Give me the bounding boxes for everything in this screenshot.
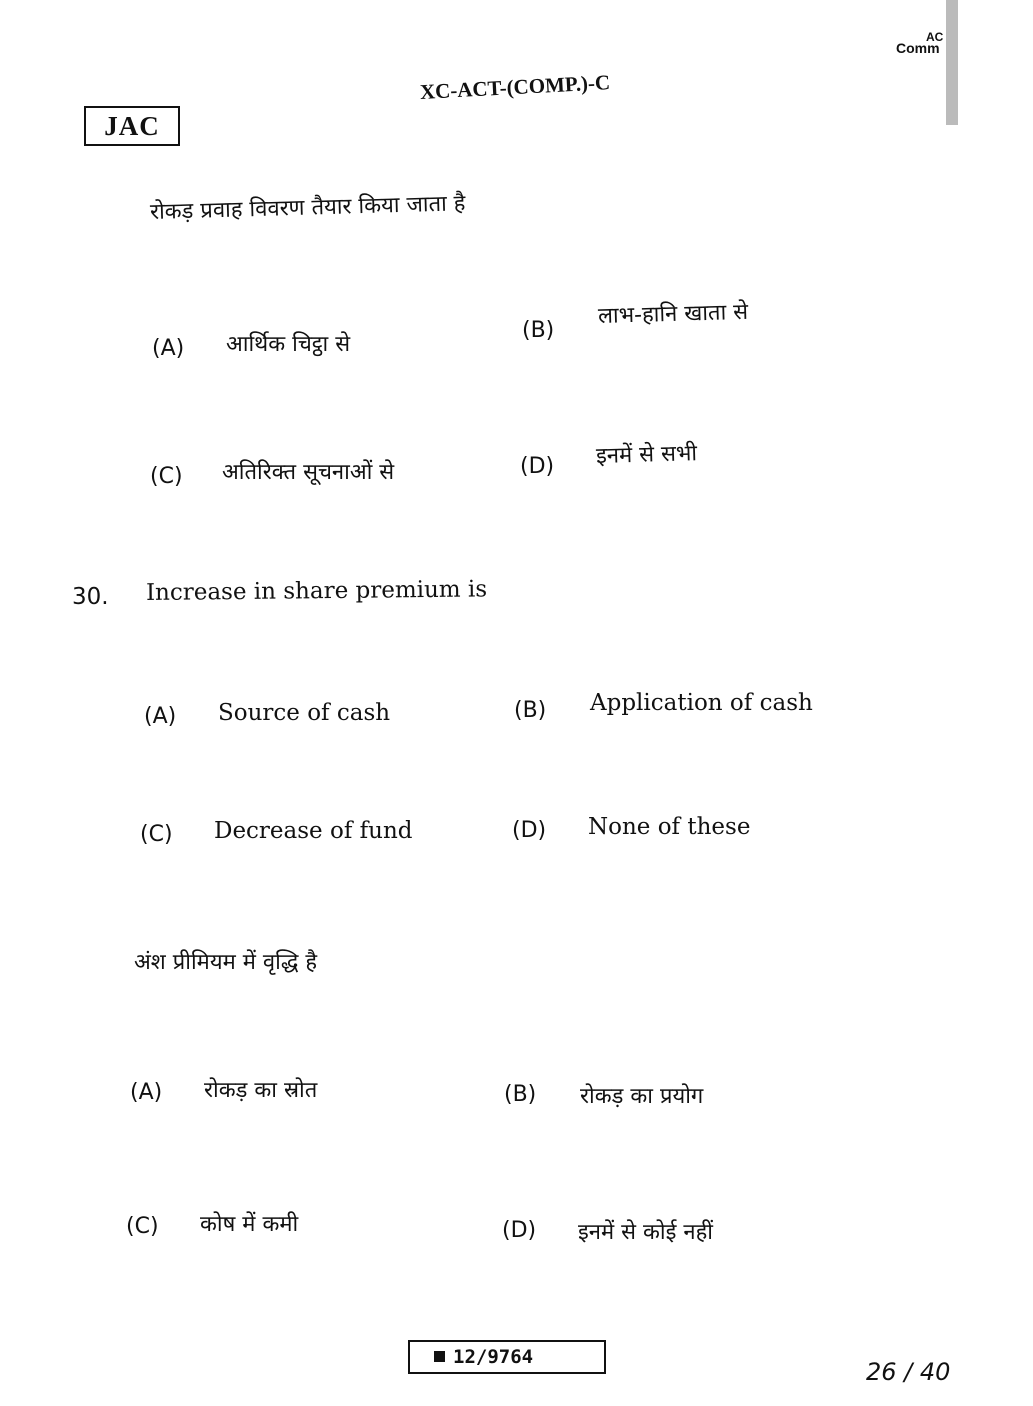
q30-option-c-text: Decrease of fund [214,818,413,844]
q30-number: 30. [72,584,109,610]
q30-option-c-label: (C) [140,822,173,847]
q30-option-b-label: (B) [514,698,547,723]
paper-code: XC-ACT-(COMP.)-C [419,70,611,104]
q30-hindi-stem: अंश प्रीमियम में वृद्धि है [134,950,318,975]
q30-hindi-option-a-label: (A) [130,1080,163,1105]
board-label-box: JAC [84,106,180,146]
q29-hindi-option-c-label: (C) [150,464,183,489]
q30-stem: Increase in share premium is [145,576,488,606]
q29-hindi-option-d-text: इनमें से सभी [595,441,698,469]
corner-stamp [896,30,944,56]
q30-hindi-option-a-text: रोकड़ का स्रोत [204,1078,318,1103]
q30-option-d-text: None of these [588,814,751,840]
q29-hindi-option-b-label: (B) [522,318,555,343]
q29-hindi-option-b-text: लाभ-हानि खाता से [597,299,749,329]
square-bullet-icon [434,1351,445,1362]
q29-hindi-option-c-text: अतिरिक्त सूचनाओं से [222,460,395,485]
booklet-code-box [408,1340,606,1374]
q30-hindi-option-c-label: (C) [126,1214,159,1239]
q30-hindi-option-c-text: कोष में कमी [200,1212,299,1237]
scan-edge-mark [946,0,958,125]
q30-option-b-text: Application of cash [590,690,813,716]
booklet-code: 12/9764 [453,1346,534,1368]
q30-hindi-option-b-text: रोकड़ का प्रयोग [580,1084,704,1109]
q29-hindi-option-d-label: (D) [520,454,555,479]
q30-option-a-text: Source of cash [218,700,391,726]
q30-option-a-label: (A) [144,704,177,729]
page-number: 26 / 40 [866,1358,951,1386]
corner-stamp-label: Comm [896,40,940,56]
corner-stamp-sup: AC [926,30,944,44]
q29-hindi-option-a-text: आर्थिक चिट्ठा से [226,332,351,357]
q30-hindi-option-d-label: (D) [502,1218,537,1243]
q29-hindi-option-a-label: (A) [152,336,185,361]
q30-option-d-label: (D) [512,818,547,843]
q30-hindi-option-b-label: (B) [504,1082,537,1107]
q29-hindi-stem: रोकड़ प्रवाह विवरण तैयार किया जाता है [149,191,466,225]
q30-hindi-option-d-text: इनमें से कोई नहीं [578,1220,714,1245]
